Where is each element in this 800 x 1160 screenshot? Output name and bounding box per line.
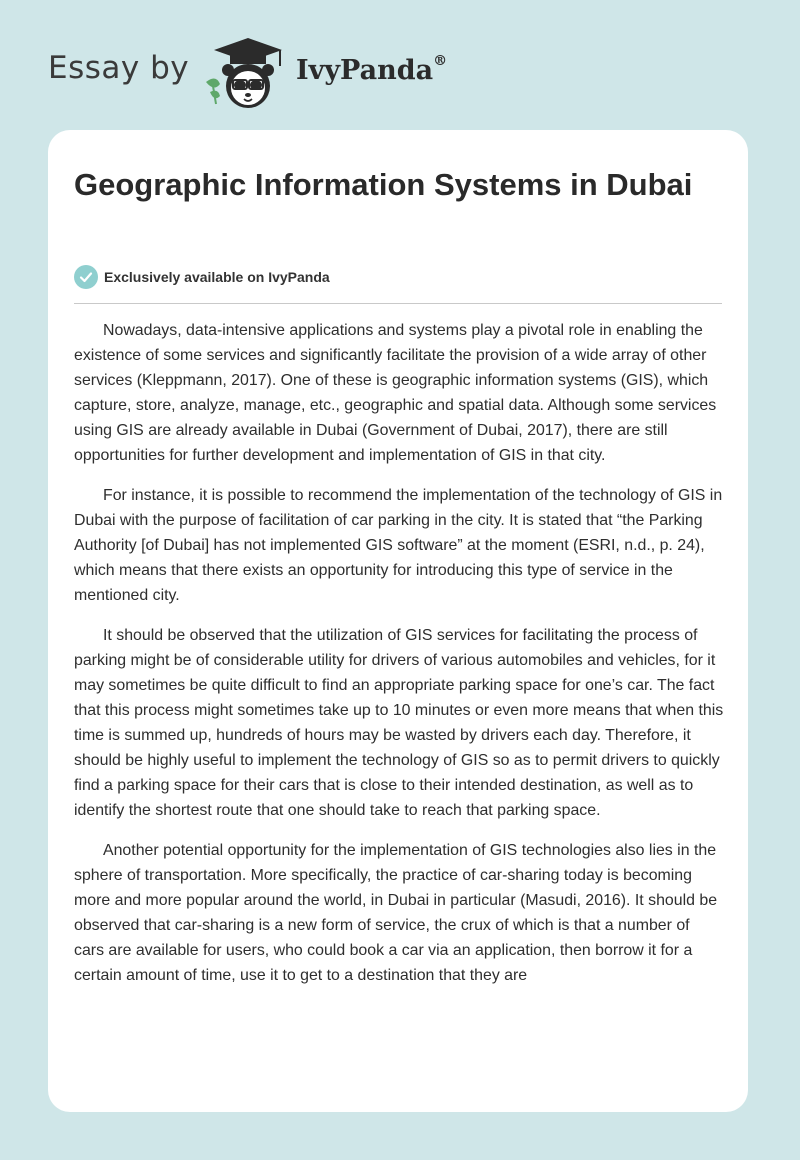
brand-name-text: IvyPanda <box>296 55 434 86</box>
badge-text: Exclusively available on IvyPanda <box>104 269 330 285</box>
site-header <box>0 0 800 130</box>
essay-body <box>74 318 724 1003</box>
check-icon <box>74 265 98 289</box>
essay-by-label: Essay by <box>48 50 190 86</box>
brand-name[interactable] <box>296 55 447 86</box>
exclusive-badge <box>74 264 330 290</box>
panda-graduate-logo-icon[interactable] <box>200 36 296 112</box>
paragraph: Another potential opportunity for the implementation of GIS technologies also lies in the sphere of transportation. More specifically, the practice of car-sharing today is becoming more and more popular around the world, in Dubai in particular (Masudi, 2016). It should be observed that car-sharing is a new form of service, the crux of which is that a number of cars are available for users, who could book a car via an application, then borrow it for a certain amount of time, use it to get to a destination that they are <box>74 842 718 984</box>
registered-mark: ® <box>433 53 448 69</box>
paragraph: Nowadays, data-intensive applications and systems play a pivotal role in enabling the existence of some services and significantly facilitate the provision of a wide array of other services (Kleppmann, 2017). One of these is geographic information systems (GIS), which capture, store, analyze, manage, etc., geographic and spatial data. Although some services using GIS are already available in Dubai (Government of Dubai, 2017), there are still opportunities for further development and implementation of GIS in that city. <box>74 322 717 464</box>
essay-card <box>48 130 748 1112</box>
paragraph: It should be observed that the utilization of GIS services for facilitating the process of parking might be of considerable utility for drivers of various automobiles and vehicles, for it may sometimes be quite difficult to find an appropriate parking space for one’s car. The fact that this process might sometimes take up to 10 minutes or even more means that when this time is summed up, hundreds of hours may be wasted by drivers each day. Therefore, it should be highly useful to implement the technology of GIS so as to permit drivers to quickly find a parking space for their cars that is close to their intended destination, as well as to identify the shortest route that one should take to reach that parking space. <box>74 627 724 819</box>
paragraph: For instance, it is possible to recommend the implementation of the technology of GIS in Dubai with the purpose of facilitation of car parking in the city. It is stated that “the Parking Authority [of Dubai] has not implemented GIS software” at the moment (ESRI, n.d., p. 24), which means that there exists an opportunity for introducing this type of service in the mentioned city. <box>74 487 723 604</box>
essay-title: Geographic Information Systems in Dubai <box>74 167 693 202</box>
divider <box>74 303 722 304</box>
